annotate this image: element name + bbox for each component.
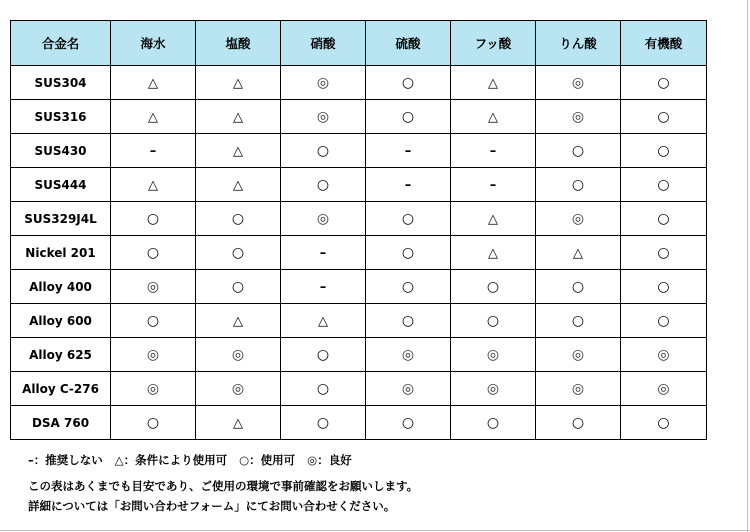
rating-cell — [536, 236, 621, 270]
rating-symbol: ○ — [231, 278, 245, 295]
header-condition: 硫酸 — [366, 21, 451, 66]
rating-cell — [366, 270, 451, 304]
rating-cell — [536, 168, 621, 202]
rating-cell — [621, 270, 707, 304]
table-row — [11, 100, 707, 134]
rating-symbol: △ — [233, 313, 243, 329]
header-condition: 塩酸 — [196, 21, 281, 66]
rating-cell — [451, 202, 536, 236]
table-row — [11, 270, 707, 304]
rating-cell — [451, 100, 536, 134]
rating-symbol: △ — [488, 109, 498, 125]
rating-symbol: ○ — [316, 380, 330, 397]
rating-symbol: △ — [233, 415, 243, 431]
alloy-name-cell: DSA 760 — [11, 406, 111, 440]
table-body — [11, 66, 707, 440]
rating-cell — [196, 66, 281, 100]
rating-cell — [366, 338, 451, 372]
rating-cell — [621, 134, 707, 168]
rating-cell — [196, 372, 281, 406]
rating-cell — [451, 236, 536, 270]
rating-cell — [196, 406, 281, 440]
rating-cell — [451, 372, 536, 406]
rating-symbol: – — [404, 177, 412, 193]
header-condition: りん酸 — [536, 21, 621, 66]
header-condition: フッ酸 — [451, 21, 536, 66]
table-row — [11, 134, 707, 168]
rating-cell — [111, 134, 196, 168]
rating-symbol: ◎ — [401, 346, 415, 363]
rating-cell — [281, 168, 366, 202]
table-row — [11, 168, 707, 202]
rating-cell — [111, 202, 196, 236]
rating-symbol: ○ — [316, 176, 330, 193]
alloy-name-cell: Alloy 400 — [11, 270, 111, 304]
alloy-name-cell: SUS444 — [11, 168, 111, 202]
rating-symbol: ○ — [316, 142, 330, 159]
rating-cell — [111, 304, 196, 338]
rating-cell — [281, 134, 366, 168]
rating-symbol: ○ — [571, 142, 585, 159]
frame-bottom-border — [0, 530, 750, 531]
legend — [28, 452, 364, 468]
rating-symbol: ◎ — [231, 346, 245, 363]
rating-symbol: ◎ — [657, 346, 670, 363]
rating-cell — [536, 270, 621, 304]
rating-symbol: ○ — [571, 312, 585, 329]
rating-symbol: – — [489, 143, 497, 159]
rating-symbol: – — [149, 143, 157, 159]
note-contact: 詳細については「お問い合わせフォーム」にてお問い合わせください。 — [28, 499, 396, 513]
rating-cell — [536, 134, 621, 168]
rating-symbol: ○ — [657, 74, 670, 91]
rating-cell — [281, 338, 366, 372]
rating-symbol: – — [319, 279, 327, 295]
rating-symbol: ○ — [486, 414, 500, 431]
rating-symbol: ○ — [486, 312, 500, 329]
legend-text: ：条件により使用可 — [123, 453, 228, 467]
header-condition: 海水 — [111, 21, 196, 66]
rating-cell — [111, 236, 196, 270]
legend-text: ：使用可 — [249, 453, 296, 467]
rating-cell — [621, 304, 707, 338]
rating-symbol: ◎ — [316, 210, 330, 227]
rating-symbol: ○ — [657, 176, 670, 193]
alloy-name-cell: Alloy 600 — [11, 304, 111, 338]
rating-symbol: ◎ — [571, 380, 585, 397]
rating-symbol: – — [404, 143, 412, 159]
rating-symbol: ◎ — [571, 108, 585, 125]
rating-cell — [366, 100, 451, 134]
rating-cell — [536, 372, 621, 406]
rating-symbol: △ — [488, 211, 498, 227]
rating-symbol: ○ — [401, 414, 415, 431]
rating-cell — [111, 270, 196, 304]
rating-symbol: ○ — [571, 176, 585, 193]
rating-cell — [366, 202, 451, 236]
rating-symbol: – — [319, 245, 327, 261]
rating-symbol: △ — [488, 245, 498, 261]
rating-cell — [621, 66, 707, 100]
rating-symbol: ○ — [571, 414, 585, 431]
rating-symbol: ◎ — [571, 210, 585, 227]
rating-cell — [196, 236, 281, 270]
rating-cell — [196, 134, 281, 168]
rating-cell — [281, 304, 366, 338]
alloy-name-cell: SUS316 — [11, 100, 111, 134]
rating-symbol: ◎ — [316, 74, 330, 91]
table-row — [11, 372, 707, 406]
rating-symbol: ◎ — [401, 380, 415, 397]
table-row — [11, 338, 707, 372]
rating-symbol: ○ — [571, 278, 585, 295]
rating-cell — [281, 270, 366, 304]
rating-cell — [451, 134, 536, 168]
header-condition: 有機酸 — [621, 21, 707, 66]
table-row — [11, 304, 707, 338]
rating-symbol: ○ — [146, 312, 160, 329]
rating-symbol: △ — [318, 313, 328, 329]
rating-cell — [366, 236, 451, 270]
rating-cell — [281, 406, 366, 440]
legend-symbol: ○ — [239, 453, 250, 467]
alloy-name-cell: Alloy C-276 — [11, 372, 111, 406]
rating-symbol: ○ — [231, 210, 245, 227]
rating-symbol: ○ — [401, 312, 415, 329]
alloy-name-cell: SUS329J4L — [11, 202, 111, 236]
rating-cell — [451, 270, 536, 304]
rating-cell — [281, 372, 366, 406]
legend-item — [28, 452, 103, 468]
rating-symbol: ○ — [657, 210, 670, 227]
rating-cell — [111, 338, 196, 372]
rating-symbol: ○ — [401, 244, 415, 261]
rating-symbol: △ — [148, 177, 158, 193]
rating-symbol: △ — [148, 75, 158, 91]
rating-cell — [196, 100, 281, 134]
rating-symbol: ○ — [657, 278, 670, 295]
header-alloy-name: 合金名 — [11, 21, 111, 66]
rating-symbol: ◎ — [146, 278, 160, 295]
rating-symbol: ○ — [231, 244, 245, 261]
rating-cell — [536, 304, 621, 338]
rating-symbol: ◎ — [486, 346, 500, 363]
rating-symbol: △ — [233, 75, 243, 91]
rating-cell — [621, 202, 707, 236]
alloy-name-cell: SUS430 — [11, 134, 111, 168]
legend-item — [307, 452, 352, 468]
rating-symbol: ○ — [146, 414, 160, 431]
rating-symbol: ○ — [401, 278, 415, 295]
rating-cell — [621, 338, 707, 372]
rating-cell — [451, 168, 536, 202]
rating-symbol: △ — [148, 109, 158, 125]
rating-symbol: △ — [573, 245, 583, 261]
rating-cell — [111, 168, 196, 202]
rating-symbol: △ — [233, 109, 243, 125]
legend-text: ：推奨しない — [33, 453, 103, 467]
compatibility-table — [10, 20, 707, 440]
legend-symbol: ◎ — [307, 453, 318, 467]
legend-item — [239, 452, 295, 468]
note-disclaimer: この表はあくまでも目安であり、ご使用の環境で事前確認をお願いします。 — [28, 479, 419, 493]
rating-symbol: ○ — [657, 312, 670, 329]
header-row — [11, 21, 707, 66]
rating-cell — [536, 100, 621, 134]
rating-cell — [536, 202, 621, 236]
rating-symbol: ◎ — [146, 380, 160, 397]
rating-cell — [366, 66, 451, 100]
rating-symbol: ○ — [146, 244, 160, 261]
frame-right-border — [747, 0, 748, 532]
rating-cell — [281, 66, 366, 100]
rating-symbol: ◎ — [231, 380, 245, 397]
rating-cell — [196, 304, 281, 338]
rating-cell — [621, 100, 707, 134]
header-condition: 硝酸 — [281, 21, 366, 66]
alloy-name-cell: Nickel 201 — [11, 236, 111, 270]
rating-symbol: △ — [233, 177, 243, 193]
rating-cell — [366, 406, 451, 440]
legend-symbol: – — [28, 453, 34, 467]
rating-cell — [621, 372, 707, 406]
rating-symbol: ○ — [401, 108, 415, 125]
alloy-name-cell: SUS304 — [11, 66, 111, 100]
rating-cell — [366, 372, 451, 406]
rating-cell — [451, 338, 536, 372]
rating-symbol: ○ — [146, 210, 160, 227]
table-row — [11, 236, 707, 270]
rating-symbol: ○ — [657, 244, 670, 261]
rating-cell — [111, 372, 196, 406]
rating-symbol: △ — [233, 143, 243, 159]
rating-symbol: ◎ — [486, 380, 500, 397]
table-row — [11, 66, 707, 100]
rating-cell — [111, 66, 196, 100]
rating-symbol: ◎ — [571, 74, 585, 91]
rating-symbol: ◎ — [316, 108, 330, 125]
rating-symbol: ◎ — [657, 380, 670, 397]
rating-cell — [366, 134, 451, 168]
rating-symbol: – — [489, 177, 497, 193]
rating-symbol: ◎ — [571, 346, 585, 363]
rating-cell — [281, 202, 366, 236]
rating-cell — [366, 168, 451, 202]
rating-symbol: ○ — [657, 414, 670, 431]
rating-cell — [196, 202, 281, 236]
legend-item — [115, 452, 227, 468]
table-header — [11, 21, 707, 66]
rating-cell — [451, 406, 536, 440]
rating-cell — [451, 66, 536, 100]
rating-cell — [621, 236, 707, 270]
rating-symbol: ○ — [401, 74, 415, 91]
rating-cell — [366, 304, 451, 338]
rating-cell — [536, 406, 621, 440]
rating-symbol: ○ — [316, 414, 330, 431]
rating-cell — [196, 338, 281, 372]
alloy-name-cell: Alloy 625 — [11, 338, 111, 372]
rating-cell — [621, 406, 707, 440]
rating-cell — [621, 168, 707, 202]
rating-cell — [536, 338, 621, 372]
rating-cell — [536, 66, 621, 100]
table-row — [11, 202, 707, 236]
rating-cell — [196, 270, 281, 304]
rating-cell — [196, 168, 281, 202]
rating-cell — [111, 100, 196, 134]
rating-symbol: ◎ — [146, 346, 160, 363]
rating-cell — [451, 304, 536, 338]
rating-cell — [111, 406, 196, 440]
legend-symbol: △ — [114, 453, 124, 467]
rating-symbol: ○ — [401, 210, 415, 227]
rating-symbol: ○ — [657, 142, 670, 159]
rating-symbol: ○ — [316, 346, 330, 363]
rating-cell — [281, 236, 366, 270]
table-row — [11, 406, 707, 440]
legend-text: ：良好 — [317, 453, 352, 467]
rating-symbol: ○ — [657, 108, 670, 125]
rating-cell — [281, 100, 366, 134]
rating-symbol: ○ — [486, 278, 500, 295]
rating-symbol: △ — [488, 75, 498, 91]
